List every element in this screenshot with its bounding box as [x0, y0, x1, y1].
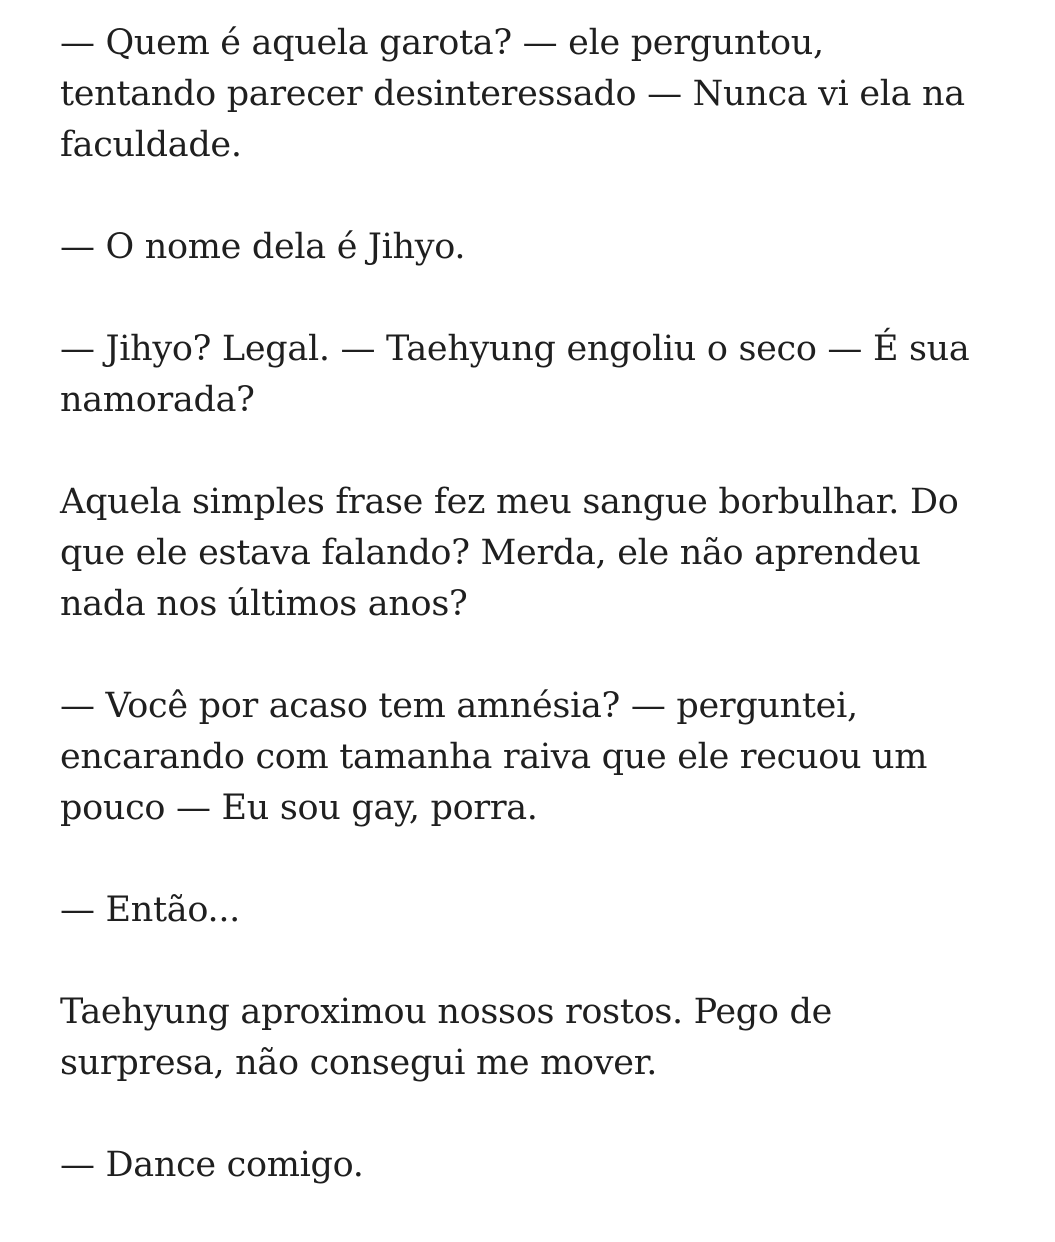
- paragraph-6: [60, 885, 1020, 936]
- text-line: Aquela simples frase fez meu sangue borbulhar. Do: [60, 482, 959, 522]
- document-page: [60, 18, 1020, 1242]
- paragraph-2: [60, 222, 1020, 273]
- text-line: encarando com tamanha raiva que ele recuou um: [60, 737, 928, 777]
- paragraph-3: [60, 324, 1020, 426]
- text-line: que ele estava falando? Merda, ele não aprendeu: [60, 533, 921, 573]
- text-line: — Você por acaso tem amnésia? — perguntei,: [60, 686, 858, 726]
- paragraph-8: [60, 1140, 1020, 1191]
- paragraph-7: [60, 987, 1020, 1089]
- text-line: — Jihyo? Legal. — Taehyung engoliu o seco — É sua: [60, 329, 970, 369]
- text-line: — Então...: [60, 890, 240, 930]
- text-line: tentando parecer desinteressado — Nunca vi ela na: [60, 74, 965, 114]
- text-line: faculdade.: [60, 125, 242, 165]
- text-line: pouco — Eu sou gay, porra.: [60, 788, 538, 828]
- text-line: namorada?: [60, 380, 255, 420]
- text-line: — O nome dela é Jihyo.: [60, 227, 466, 267]
- text-line: — Dance comigo.: [60, 1145, 364, 1185]
- text-line: nada nos últimos anos?: [60, 584, 468, 624]
- text-line: — Quem é aquela garota? — ele perguntou,: [60, 23, 824, 63]
- text-line: Taehyung aproximou nossos rostos. Pego de: [60, 992, 832, 1032]
- paragraph-1: [60, 18, 1020, 171]
- text-line: surpresa, não consegui me mover.: [60, 1043, 658, 1083]
- paragraph-5: [60, 681, 1020, 834]
- paragraph-4: [60, 477, 1020, 630]
